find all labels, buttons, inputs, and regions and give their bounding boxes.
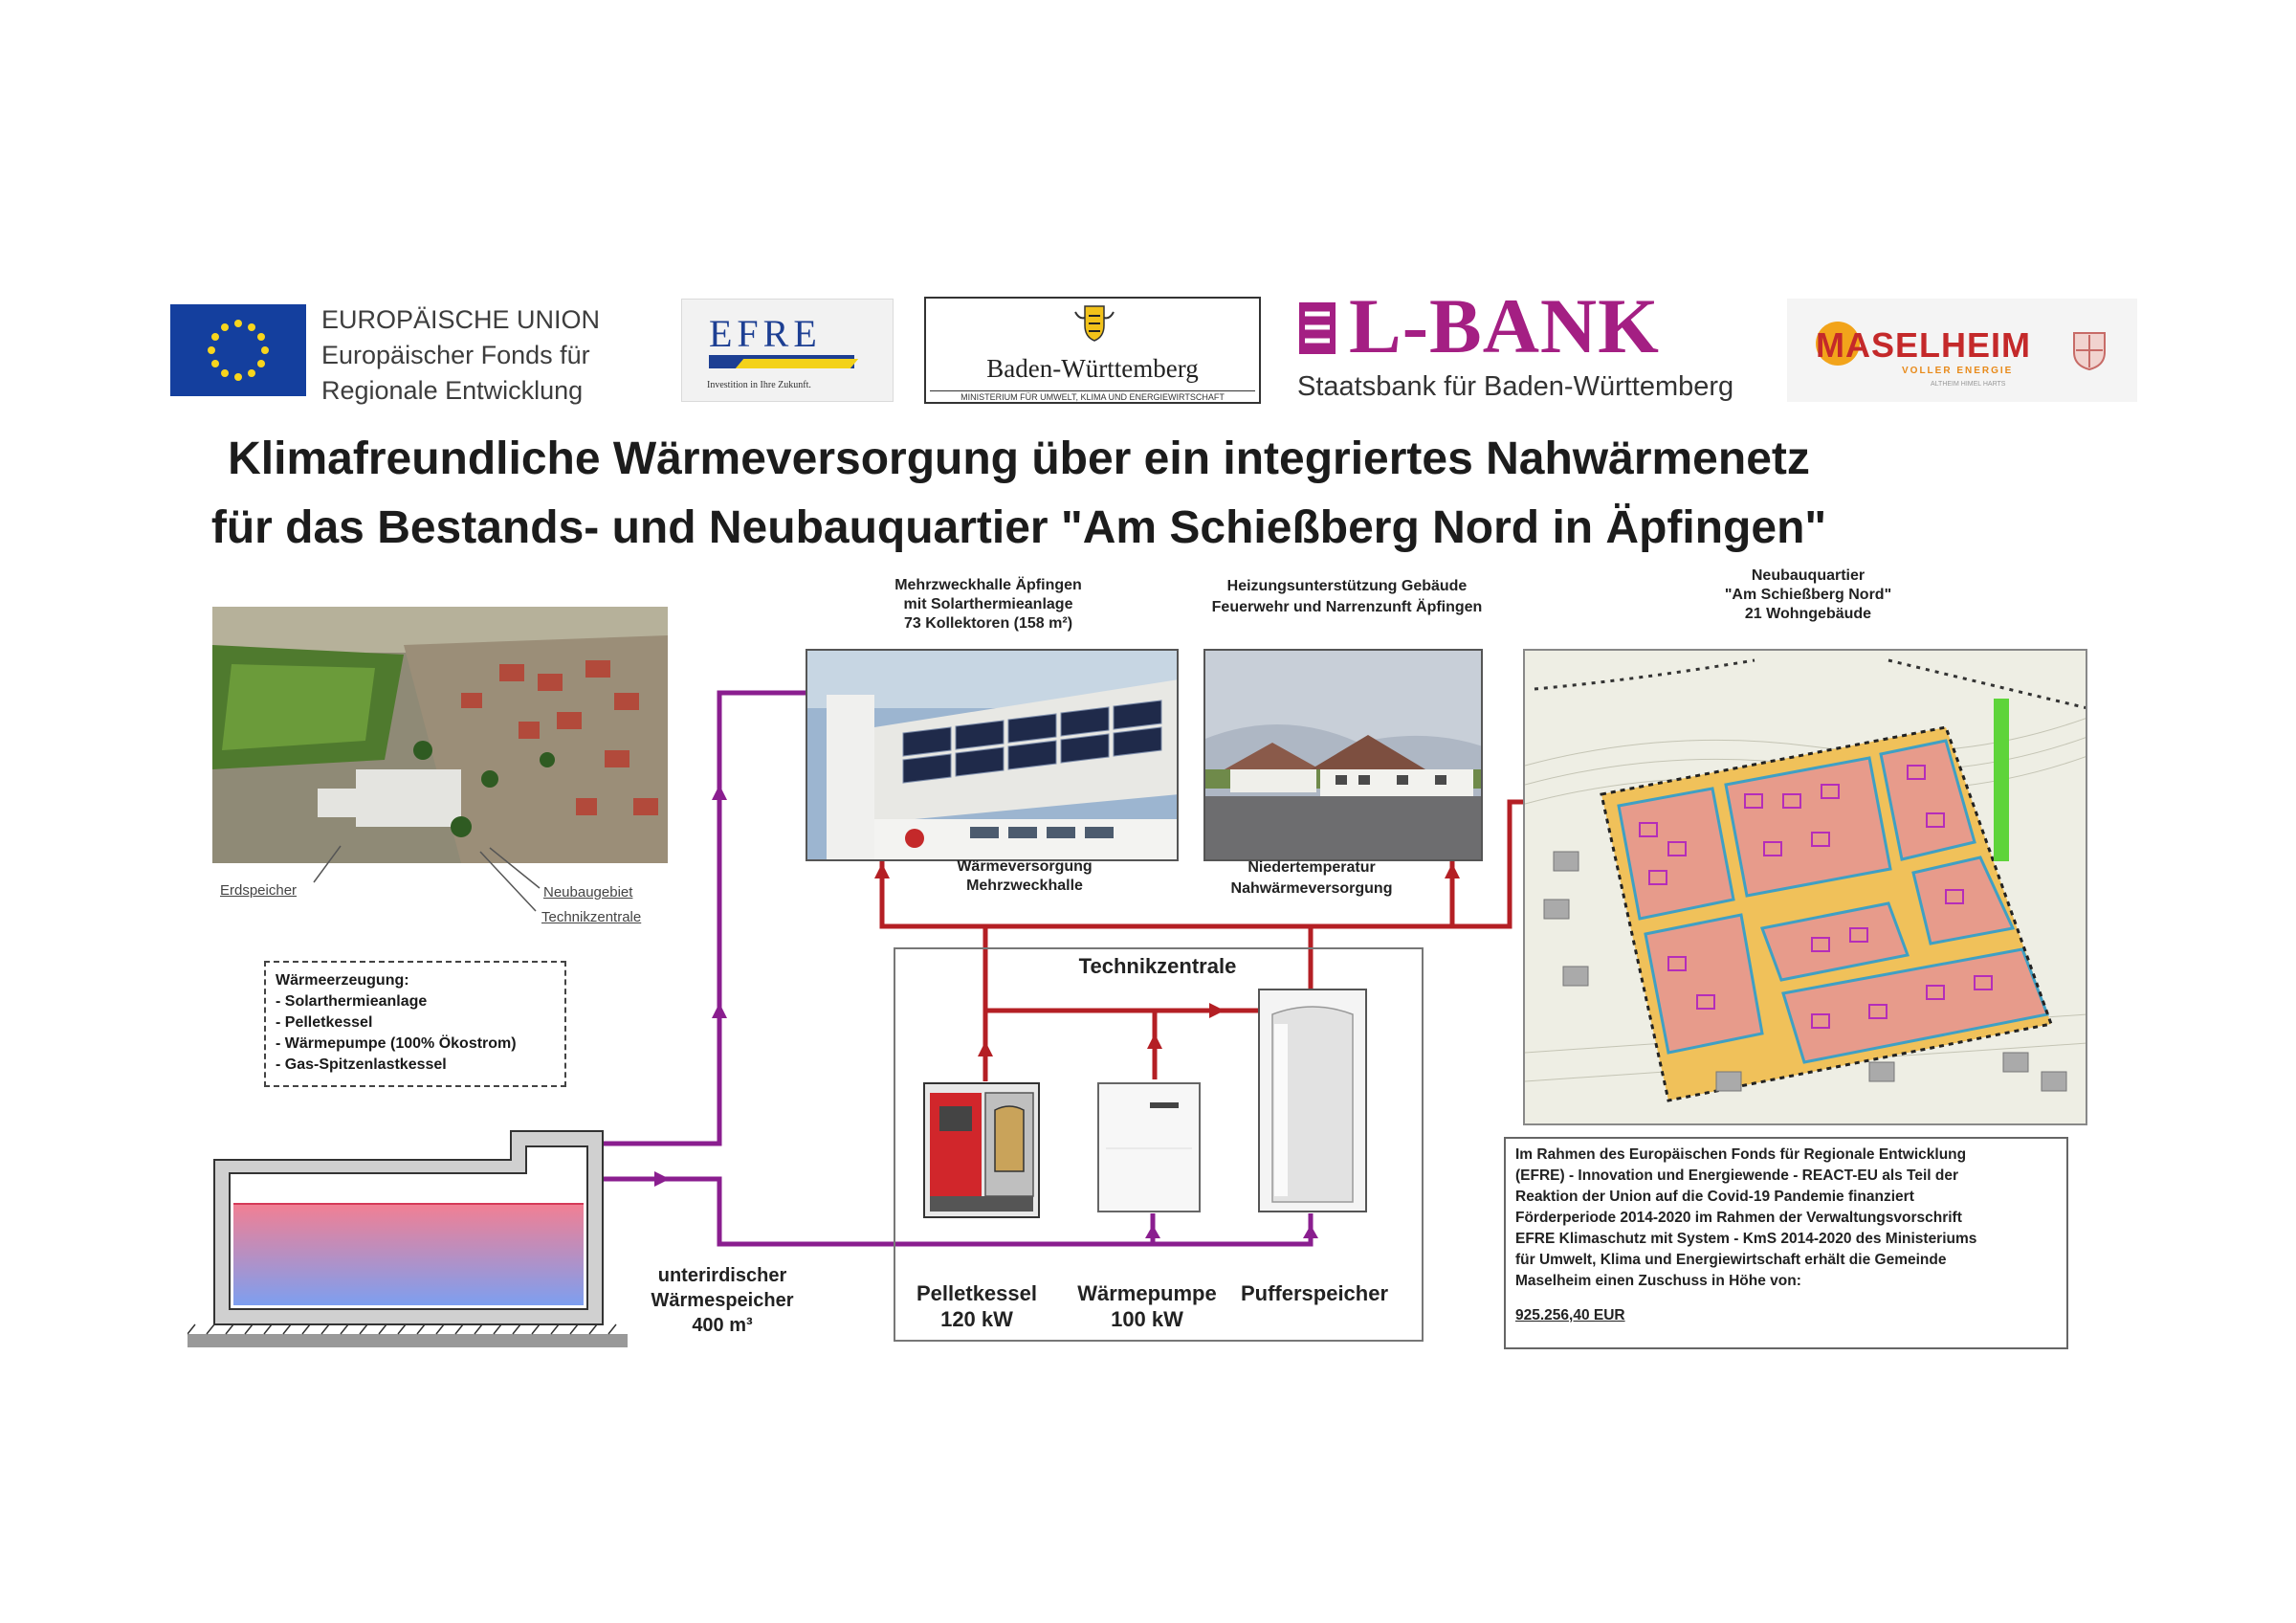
eu-line-3: Regionale Entwicklung <box>321 376 584 405</box>
poster-title-line-1: Klimafreundliche Wärmeversorgung über ein integriertes Nahwärmenetz <box>228 434 1810 484</box>
firehouse-caption-line-1: Heizungsunterstützung Gebäude <box>1226 578 1468 594</box>
hall-photo <box>806 649 1179 861</box>
bw-ministry: MINISTERIUM FÜR UMWELT, KLIMA UND ENERGIEWIRTSCHAFT <box>930 390 1255 402</box>
hall-caption-line-1: Mehrzweckhalle Äpfingen <box>894 577 1082 593</box>
neubau-caption <box>1693 567 1923 624</box>
storage-label-line-1: unterirdischer <box>657 1265 787 1286</box>
firehouse-photo <box>1203 649 1483 861</box>
waermeerzeugung-item: - Wärmepumpe (100% Ökostrom) <box>276 1035 517 1052</box>
arrow-right-storage-pipe <box>654 1171 670 1187</box>
funding-line: Reaktion der Union auf die Covid-19 Pandemie finanziert <box>1515 1189 1914 1205</box>
pellet-name: Pelletkessel <box>916 1281 1037 1305</box>
firehouse-caption-line-2: Feuerwehr und Narrenzunft Äpfingen <box>1211 599 1483 615</box>
eu-line-2: Europäischer Fonds für <box>321 341 590 369</box>
pellet-power: 120 kW <box>940 1307 1013 1331</box>
waermeerzeugung-item: - Solarthermieanlage <box>276 993 428 1010</box>
label-erdspeicher: Erdspeicher <box>220 882 298 899</box>
funding-info-box <box>1504 1137 2068 1349</box>
funding-amount: 925.256,40 EUR <box>1515 1307 1625 1323</box>
lbank-name: L-BANK <box>1349 282 1660 369</box>
heatpump-name: Wärmepumpe <box>1077 1281 1217 1305</box>
hall-supply-line-1: Wärmeversorgung <box>957 858 1093 875</box>
arrow-up-hall <box>874 863 890 878</box>
storage-label-line-3: 400 m³ <box>692 1315 753 1336</box>
aerial-leader-lines <box>210 842 660 919</box>
pellet-label <box>905 1280 1049 1332</box>
neubau-caption-line-1: Neubauquartier <box>1751 567 1866 584</box>
storage-label <box>631 1263 813 1338</box>
heat-pump <box>1096 1081 1202 1213</box>
nahwaerme-label <box>1202 857 1422 900</box>
site-plan-map <box>1523 649 2087 1125</box>
waermeerzeugung-item: - Pelletkessel <box>276 1014 373 1031</box>
funding-line: Im Rahmen des Europäischen Fonds für Regionale Entwicklung <box>1515 1146 1967 1163</box>
maselheim-villages: ALTHEIM HIMEL HARTS <box>1931 381 2006 388</box>
hall-caption-line-3: 73 Kollektoren (158 m²) <box>903 615 1073 632</box>
underground-storage-tank <box>188 1120 637 1349</box>
nahwaerme-line-1: Niedertemperatur <box>1247 859 1376 876</box>
waermeerzeugung-heading: Wärmeerzeugung: <box>276 972 409 989</box>
arrow-up-firehouse <box>1445 863 1460 878</box>
heatpump-power: 100 kW <box>1111 1307 1183 1331</box>
efre-tagline: Investition in Ihre Zukunft. <box>707 380 811 390</box>
lbank-subtitle: Staatsbank für Baden-Württemberg <box>1297 371 1734 402</box>
waermeerzeugung-item: - Gas-Spitzenlastkessel <box>276 1056 447 1073</box>
aerial-photo <box>212 607 668 863</box>
funding-line: (EFRE) - Innovation und Energiewende - REACT-EU als Teil der <box>1515 1167 1959 1184</box>
waermeerzeugung-box <box>264 961 566 1087</box>
heatpump-label <box>1070 1280 1225 1332</box>
label-neubaugebiet: Neubaugebiet <box>543 884 633 900</box>
funding-line: für Umwelt, Klima und Energiewirtschaft erhält die Gemeinde <box>1515 1252 1947 1268</box>
nahwaerme-line-2: Nahwärmeversorgung <box>1230 880 1393 897</box>
firehouse-caption <box>1175 576 1519 618</box>
eu-line-1: EUROPÄISCHE UNION <box>321 305 601 334</box>
storage-label-line-2: Wärmespeicher <box>651 1290 794 1311</box>
buffer-label: Pufferspeicher <box>1240 1281 1389 1305</box>
pellet-boiler <box>922 1081 1041 1219</box>
arrow-up-storage-pipe <box>712 785 727 800</box>
neubau-caption-line-2: "Am Schießberg Nord" <box>1724 587 1892 603</box>
funding-line: Förderperiode 2014-2020 im Rahmen der Verwaltungsvorschrift <box>1515 1210 1962 1226</box>
ground-hatch <box>188 1334 628 1347</box>
hall-supply-line-2: Mehrzweckhalle <box>966 878 1083 894</box>
funding-line: EFRE Klimaschutz mit System - KmS 2014-2020 des Ministeriums <box>1515 1231 1977 1247</box>
arrow-up-storage-pipe-2 <box>712 1003 727 1018</box>
maselheim-name: MASELHEIM <box>1816 325 2031 365</box>
efre-name: EFRE <box>709 312 822 355</box>
hall-caption-line-2: mit Solarthermieanlage <box>903 596 1073 612</box>
hall-supply-label <box>915 857 1135 896</box>
buffer-tank <box>1255 986 1370 1215</box>
label-technikzentrale-aerial: Technikzentrale <box>541 909 642 925</box>
funding-line: Maselheim einen Zuschuss in Höhe von: <box>1515 1273 1801 1289</box>
maselheim-slogan: VOLLER ENERGIE <box>1902 366 2014 376</box>
bw-name: Baden-Württemberg <box>986 354 1199 383</box>
neubau-caption-line-3: 21 Wohngebäude <box>1744 606 1872 622</box>
hall-caption <box>850 576 1127 634</box>
technikzentrale-title: Technikzentrale <box>1078 954 1237 978</box>
poster-title-line-2: für das Bestands- und Neubauquartier "Am Schießberg Nord in Äpfingen" <box>210 502 1827 553</box>
